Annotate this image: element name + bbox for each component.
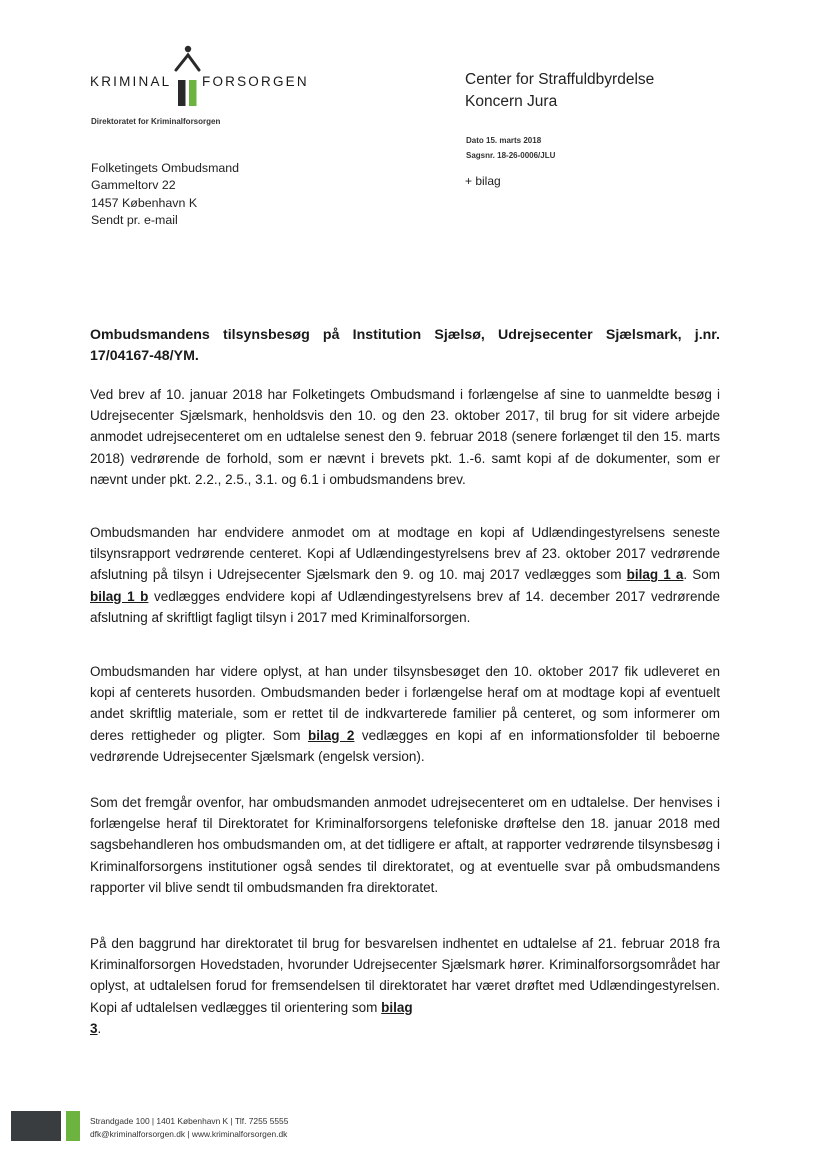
- logo-word-left: KRIMINAL: [90, 74, 172, 89]
- sub-organization: Direktoratet for Kriminalforsorgen: [91, 117, 221, 126]
- footer-contact: [90, 1115, 288, 1141]
- paragraph-2-text-c: vedlægges endvidere kopi af Udlændingestyrelsens brev af 14. december 2017 vedrørende afslutning af skriftligt fagligt tilsyn i 2017 med Kriminalforsorgen.: [90, 588, 720, 625]
- paragraph-2-text-a: Ombudsmanden har endvidere anmodet om at modtage en kopi af Udlændingestyrelsens seneste tilsynsrapport vedrørende centeret. Kopi af Udlændingestyrelsens brev af 23. oktober 2017 vedrørende afslutning på tilsyn i Udrejsecenter Sjælsmark den 9. og 10. maj 2017 vedlægges som: [90, 525, 720, 583]
- paragraph-2-text-b: . Som: [683, 567, 720, 583]
- paragraph-2: [90, 522, 720, 628]
- footer-web: dfk@kriminalforsorgen.dk | www.kriminalforsorgen.dk: [90, 1129, 288, 1139]
- recipient-city: 1457 København K: [91, 195, 198, 210]
- paragraph-3-text-a: Ombudsmanden har videre oplyst, at han under tilsynsbesøget den 10. oktober 2017 fik udleveret en kopi af centerets husorden. Ombudsmanden beder i forlængelse heraf om at modtage kopi af eventuelt andet skriftlig materiale, som er rettet til de indkvarterede familier på centeret, og som informerer om deres rettigheder og pligter. Som: [90, 664, 720, 743]
- figure-logo-icon: [172, 44, 202, 106]
- case-number: Sagsnr. 18-26-0006/JLU: [466, 151, 556, 160]
- attachment-ref-bilag-2: bilag 2: [307, 727, 355, 743]
- department-block: [465, 69, 654, 113]
- attachment-ref-bilag-3a: bilag: [381, 999, 413, 1015]
- paragraph-4: Som det fremgår ovenfor, har ombudsmanden anmodet udrejsecenteret om en udtalelse. Der henvises i forlængelse heraf til Direktoratet for Kriminalforsorgens telefoniske drøftelse den 18. januar 2018 med sagsbehandleren hos ombudsmanden om, at det tidligere er aftalt, at rapporter vedrørende tilsynsbesøg i Kriminalforsorgens institutioner også sendes til direktoratet, og at eventuelle svar på ombudsmandens rapporter vil blive sendt til ombudsmanden fra direktoratet.: [90, 795, 720, 895]
- footer-bar-dark: [11, 1111, 61, 1141]
- footer-address: Strandgade 100 | 1401 København K | Tlf. 7255 5555: [90, 1116, 289, 1126]
- department-line-2: Koncern Jura: [465, 93, 558, 110]
- recipient-name: Folketingets Ombudsmand: [91, 161, 240, 175]
- department-line-1: Center for Straffuldbyrdelse: [465, 71, 655, 88]
- recipient-address: [91, 160, 239, 230]
- attachments-note: + bilag: [465, 174, 501, 188]
- recipient-street: Gammeltorv 22: [91, 178, 176, 193]
- letter-meta: [466, 133, 555, 163]
- paragraph-5: [90, 933, 720, 1039]
- attachment-ref-bilag-1b: bilag 1 b: [90, 588, 149, 604]
- delivery-method: Sendt pr. e-mail: [91, 213, 178, 228]
- paragraph-5-text-a: På den baggrund har direktoratet til brug for besvarelsen indhentet en udtalelse af 21. februar 2018 fra Kriminalforsorgen Hovedstaden, hvorunder Udrejsecenter Sjælsmark hører. Kriminalforsorgsområdet har oplyst, at udtalelsen forud for fremsendelsen til direktoratet har været drøftet med Udlændingestyrelsen. Kopi af udtalelsen vedlægges til orientering som: [90, 936, 720, 1015]
- paragraph-3: [90, 661, 720, 767]
- paragraph-3-text-b: vedlægges en kopi af en informationsfolder til beboerne vedrørende Udrejsecenter Sjælsmark (engelsk version).: [90, 727, 720, 764]
- paragraph-5-text-b: .: [97, 1020, 102, 1036]
- letter-date: Dato 15. marts 2018: [466, 136, 542, 145]
- attachment-ref-bilag-1a: bilag 1 a: [626, 567, 684, 583]
- attachment-ref-bilag-3b: 3: [90, 1020, 98, 1036]
- logo-word-right: FORSORGEN: [202, 74, 309, 89]
- paragraph-1: Ved brev af 10. januar 2018 har Folketingets Ombudsmand i forlængelse af sine to uanmeldte besøg i Udrejsecenter Sjælsmark, henholdsvis den 10. og den 23. oktober 2017, til brug for sit videre arbejde anmodet udrejsecenteret om en udtalelse senest den 9. februar 2018 (senere forlænget til den 15. marts 2018) vedrørende de forhold, som er nævnt i brevets pkt. 1.-6. samt kopi af de dokumenter, som er nævnt under pkt. 2.2., 2.5., 3.1. og 6.1 i ombudsmandens brev.: [90, 387, 720, 487]
- footer-bar-green: [66, 1111, 80, 1141]
- letter-subject: Ombudsmandens tilsynsbesøg på Institution Sjælsø, Udrejsecenter Sjælsmark, j.nr. 17/04167-48/YM.: [90, 327, 720, 364]
- kriminalforsorgen-logo: [90, 44, 310, 108]
